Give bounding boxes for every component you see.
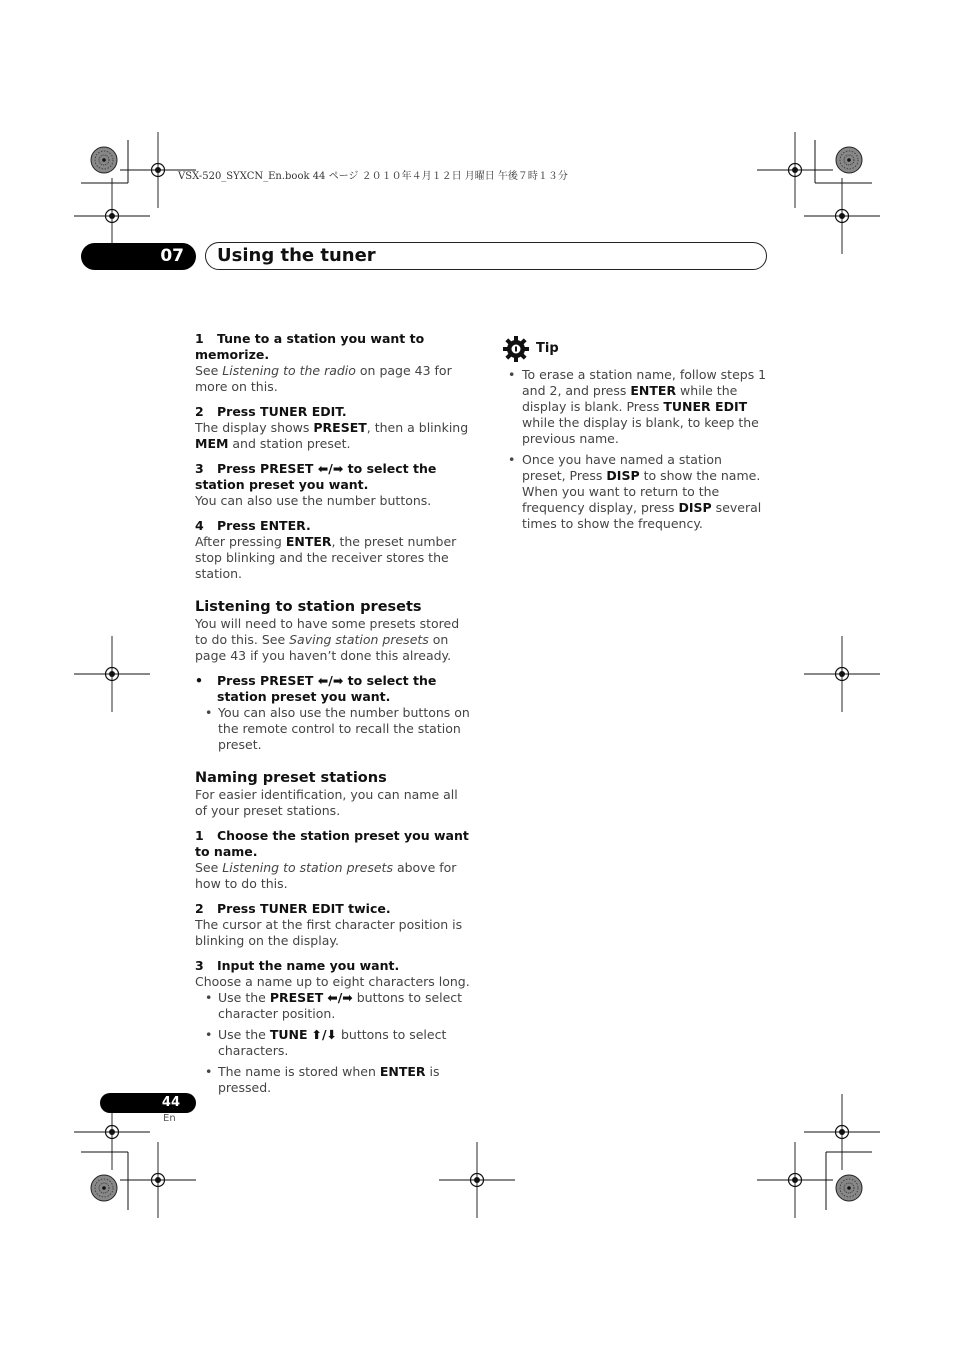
tip-bullet-erase: • To erase a station name, follow steps 1 and 2, and press ENTER while the display is blank. Press TUNER EDIT while the display is blank, to keep the previous name. [502,367,768,447]
naming-bullet-enter: • The name is stored when ENTER is pressed. [195,1064,473,1096]
save-step-1-title: 1 Tune to a station you want to memorize. [195,331,425,362]
listening-intro: You will need to have some presets stored to do this. See Saving station presets on page 43 if you haven’t done this already. [195,616,460,663]
naming-step-2-title: 2 Press TUNER EDIT twice. [195,901,391,916]
registration-mark-icon [439,1142,515,1218]
registration-mark-icon [804,636,880,712]
tip-header [502,336,768,362]
listening-step: • Press PRESET ⬅/➡ to select the station preset you want. [195,673,473,705]
page-language: En [163,1113,176,1124]
naming-step-1-title: 1 Choose the station preset you want to name. [195,828,469,859]
left-right-arrows-icon: ⬅/➡ [317,673,344,688]
save-step-2-title: 2 Press TUNER EDIT. [195,404,347,419]
naming-bullet-preset: • Use the PRESET ⬅/➡ buttons to select character position. [195,990,473,1022]
naming-bullet-tune: • Use the TUNE ⬆/⬇ buttons to select characters. [195,1027,473,1059]
registration-mark-icon [804,1094,880,1170]
rosette-icon [836,147,862,173]
registration-mark-icon [757,132,833,208]
registration-mark-icon [120,1142,196,1218]
naming-step-2-body: The cursor at the first character position is blinking on the display. [195,917,463,948]
rosette-icon [91,147,117,173]
tip-label: Tip [536,341,559,356]
print-info-line: VSX-520_SYXCN_En.book 44 ページ ２０１０年４月１２日 月曜日 午後７時１３分 [178,171,568,182]
rosette-icon [836,1175,862,1201]
naming-intro: For easier identification, you can name all of your preset stations. [195,787,458,818]
naming-step-1-body: See Listening to station presets above for how to do this. [195,860,457,891]
save-step-2-body: The display shows PRESET, then a blinking MEM and station preset. [195,420,469,451]
up-down-arrows-icon: ⬆/⬇ [311,1027,338,1042]
listening-sub-bullet: • You can also use the number buttons on the remote control to recall the station preset. [195,705,473,753]
chapter-number-badge: 07 [81,243,196,270]
chapter-title: Using the tuner [217,245,376,266]
tip-box [502,336,768,532]
registration-mark-icon [804,178,880,254]
save-step-3-title: 3 Press PRESET ⬅/➡ to select the station preset you want. [195,461,437,492]
left-right-arrows-icon: ⬅/➡ [317,461,344,476]
naming-heading: Naming preset stations [195,770,387,786]
left-column [195,331,473,1096]
registration-mark-icon [757,1142,833,1218]
registration-mark-icon [74,636,150,712]
tip-gear-icon [502,336,530,362]
save-step-4-body: After pressing ENTER, the preset number stop blinking and the receiver stores the station. [195,534,457,581]
listening-heading: Listening to station presets [195,599,422,615]
save-step-4-title: 4 Press ENTER. [195,518,311,533]
rosette-icon [91,1175,117,1201]
save-step-1-body: See Listening to the radio on page 43 for more on this. [195,363,452,394]
tip-bullet-disp: • Once you have named a station preset, Press DISP to show the name. When you want to return to the frequency display, press DISP several times to show the frequency. [502,452,768,532]
left-right-arrows-icon: ⬅/➡ [327,990,353,1005]
naming-step-3-title: 3 Input the name you want. [195,958,400,973]
save-step-3-body: You can also use the number buttons. [195,493,432,508]
naming-step-3-body: Choose a name up to eight characters long. [195,974,470,989]
page-number-badge: 44 [100,1093,196,1113]
